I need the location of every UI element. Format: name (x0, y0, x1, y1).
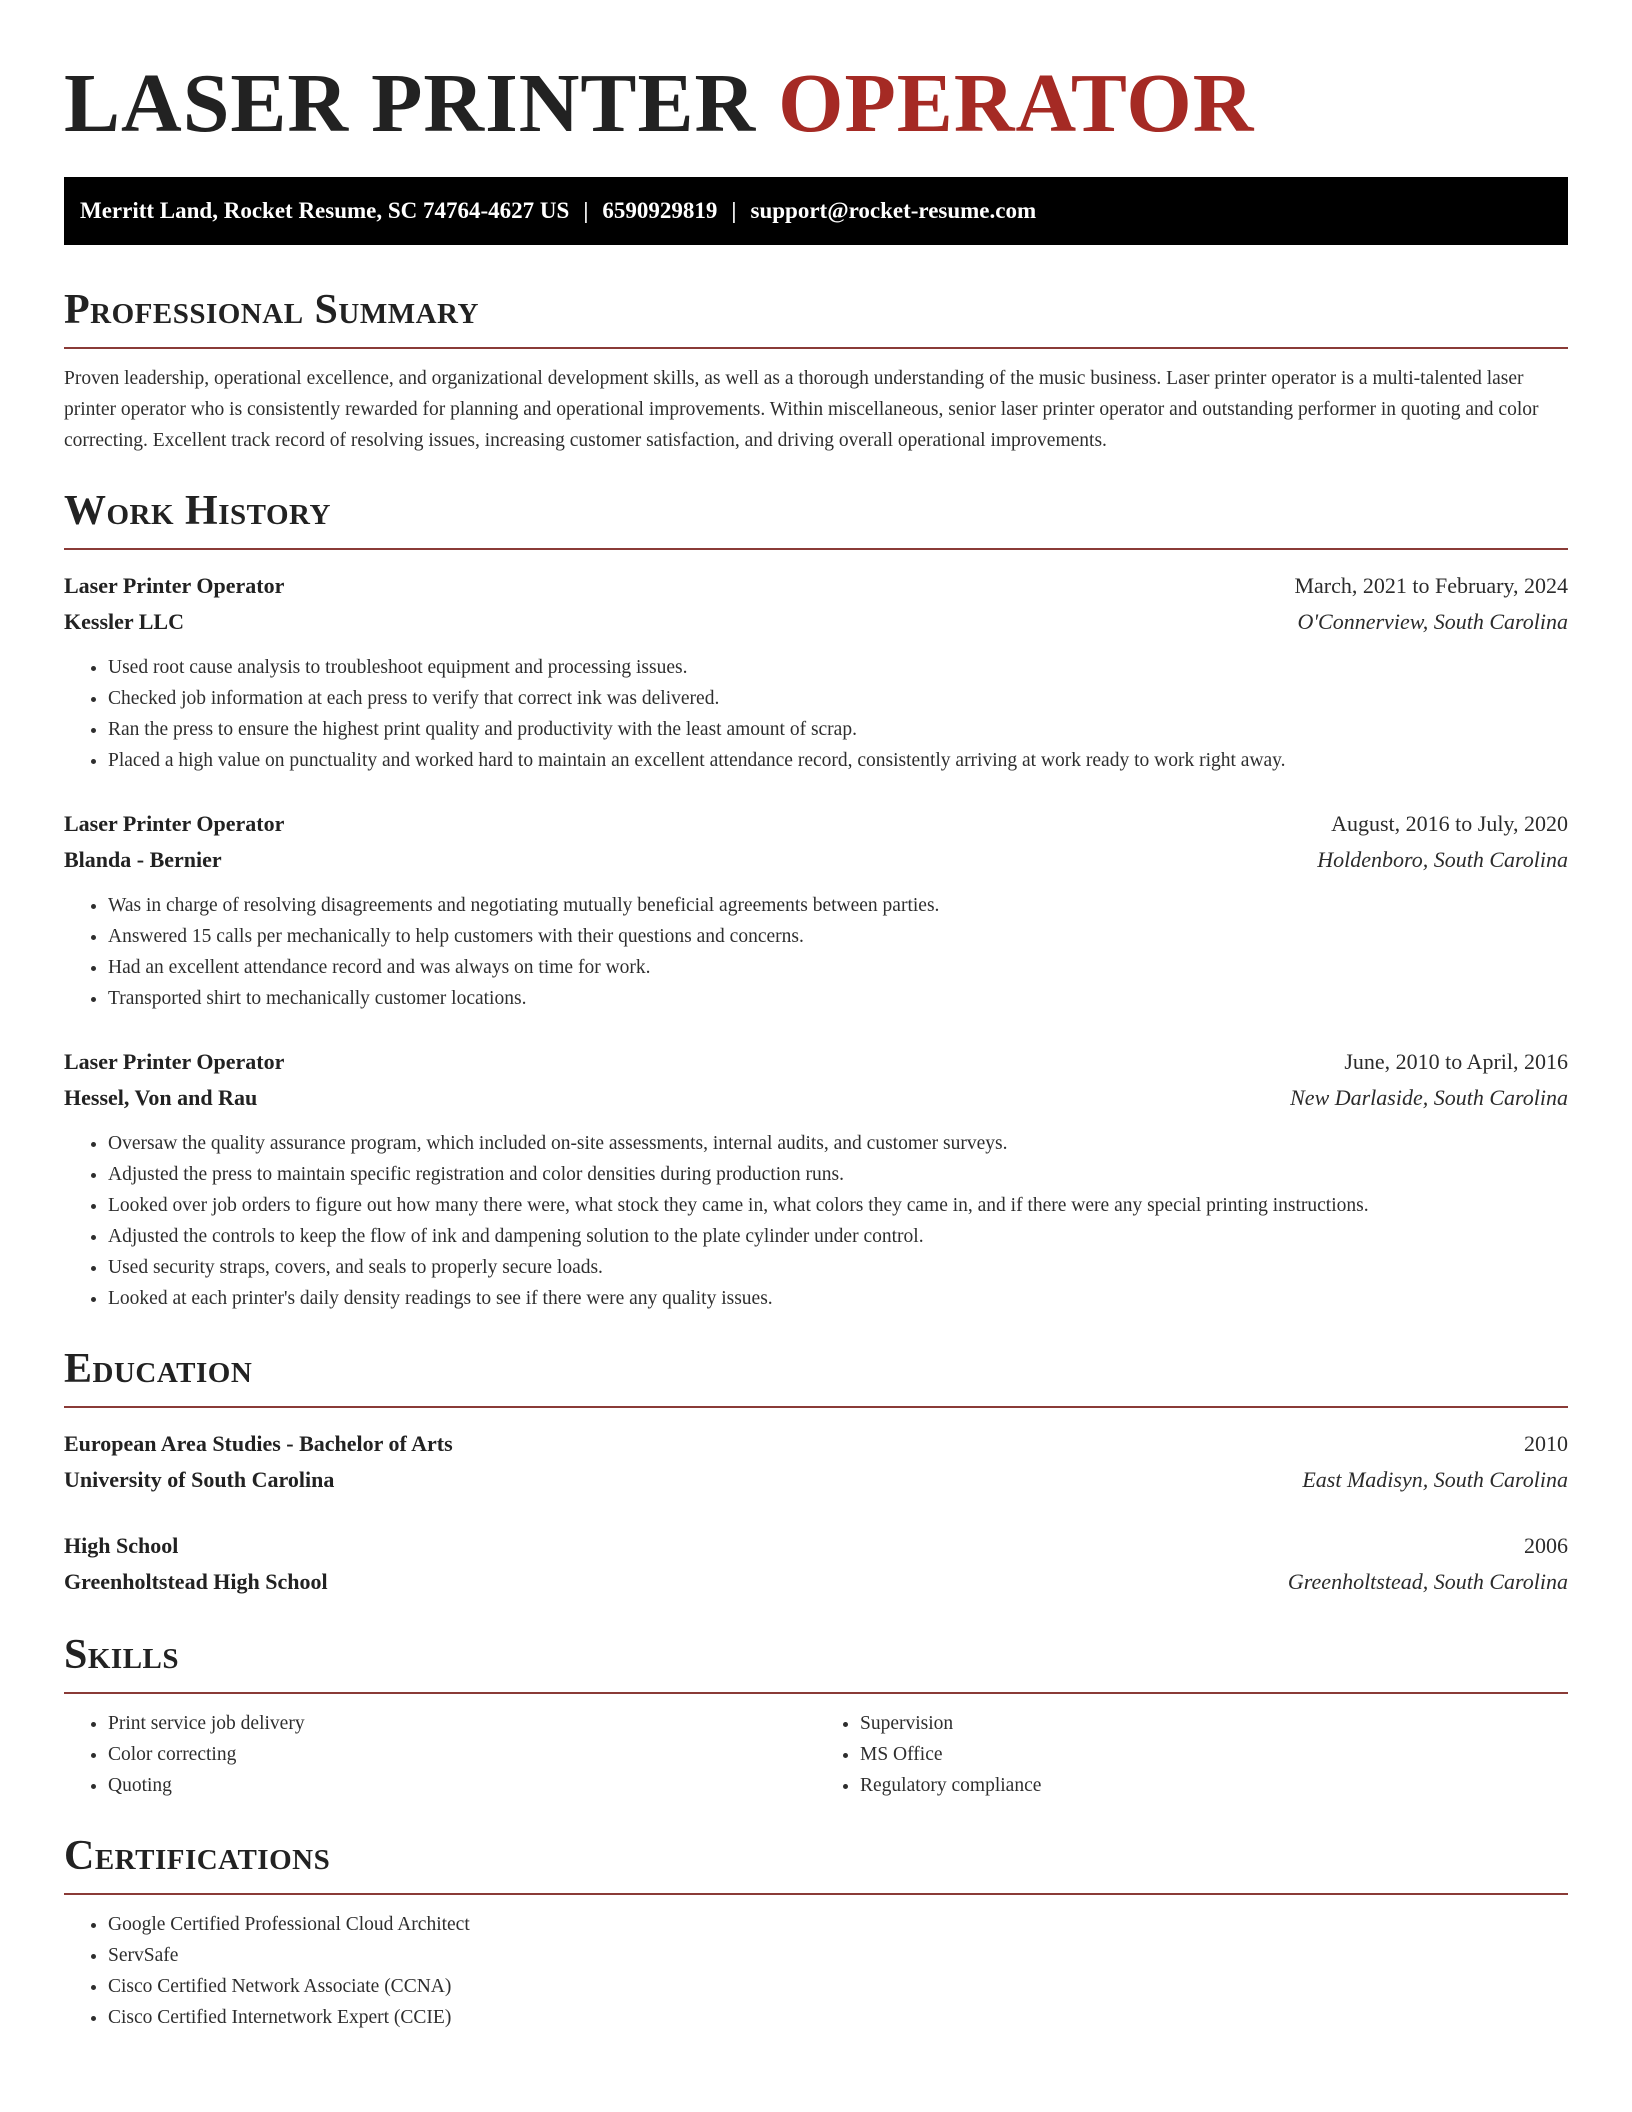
section-heading: Certifications (64, 1831, 1568, 1895)
certification-item: • Cisco Certified Internetwork Expert (CCIE) (108, 2002, 1568, 2033)
skill-item: • Quoting (108, 1770, 816, 1801)
list-item: • Looked over job orders to figure out how many there were, what stock they came in, what colors they came in, and if there were any special printing instructions. (108, 1190, 1568, 1221)
list-item: • Checked job information at each press to verify that correct ink was delivered. (108, 683, 1568, 714)
skill-item: • Color correcting (108, 1739, 816, 1770)
education-degree: High School (64, 1533, 179, 1558)
contact-separator: | (731, 198, 737, 223)
job-entry (64, 568, 1568, 776)
summary-section (64, 285, 1568, 456)
education-location: East Madisyn, South Carolina (1302, 1467, 1568, 1492)
list-item: • Used security straps, covers, and seals to properly secure loads. (108, 1252, 1568, 1283)
contact-address: Merritt Land, Rocket Resume, SC 74764-4627 US (80, 198, 570, 223)
education-school: Greenholtstead High School (64, 1569, 328, 1594)
list-item: • Placed a high value on punctuality and worked hard to maintain an excellent attendance record, consistently arriving at work ready to work right away. (108, 745, 1568, 776)
section-heading: Professional Summary (64, 285, 1568, 349)
section-heading: Skills (64, 1630, 1568, 1694)
list-item: • Ran the press to ensure the highest print quality and productivity with the least amount of scrap. (108, 714, 1568, 745)
skill-item: • Supervision (860, 1708, 1568, 1739)
job-location: New Darlaside, South Carolina (1290, 1085, 1568, 1110)
work-history-section (64, 486, 1568, 1314)
certification-item: • Google Certified Professional Cloud Architect (108, 1909, 1568, 1940)
certification-item: • ServSafe (108, 1940, 1568, 1971)
certifications-list (64, 1909, 1568, 2033)
job-bullets (64, 890, 1568, 1014)
list-item: • Oversaw the quality assurance program, which included on-site assessments, internal audits, and customer surveys. (108, 1128, 1568, 1159)
contact-phone: 6590929819 (602, 198, 718, 223)
skills-section (64, 1630, 1568, 1801)
education-year: 2010 (1524, 1431, 1568, 1456)
certification-item: • Cisco Certified Network Associate (CCNA) (108, 1971, 1568, 2002)
list-item: • Adjusted the controls to keep the flow of ink and dampening solution to the plate cylinder under control. (108, 1221, 1568, 1252)
education-section (64, 1344, 1568, 1600)
education-entry (64, 1528, 1568, 1600)
section-heading: Work History (64, 486, 1568, 550)
job-dates: August, 2016 to July, 2020 (1331, 811, 1568, 836)
job-company: Hessel, Von and Rau (64, 1085, 258, 1110)
skill-item: • MS Office (860, 1739, 1568, 1770)
skill-item: • Regulatory compliance (860, 1770, 1568, 1801)
job-company: Kessler LLC (64, 609, 184, 634)
contact-email: support@rocket-resume.com (750, 198, 1037, 223)
job-entry (64, 1044, 1568, 1314)
job-title: Laser Printer Operator (64, 811, 285, 836)
job-location: O'Connerview, South Carolina (1297, 609, 1568, 634)
skills-list-right (816, 1708, 1568, 1801)
certifications-section (64, 1831, 1568, 2033)
title-main: LASER PRINTER (64, 57, 757, 150)
education-school: University of South Carolina (64, 1467, 335, 1492)
resume-title (64, 56, 1568, 152)
job-location: Holdenboro, South Carolina (1317, 847, 1568, 872)
education-year: 2006 (1524, 1533, 1568, 1558)
contact-bar (64, 177, 1568, 245)
list-item: • Used root cause analysis to troubleshoot equipment and processing issues. (108, 652, 1568, 683)
education-degree: European Area Studies - Bachelor of Arts (64, 1431, 453, 1456)
list-item: • Answered 15 calls per mechanically to help customers with their questions and concerns. (108, 921, 1568, 952)
list-item: • Had an excellent attendance record and was always on time for work. (108, 952, 1568, 983)
skills-list-left (64, 1708, 816, 1801)
section-heading: Education (64, 1344, 1568, 1408)
job-title: Laser Printer Operator (64, 573, 285, 598)
skills-columns (64, 1708, 1568, 1801)
job-company: Blanda - Bernier (64, 847, 222, 872)
job-entry (64, 806, 1568, 1014)
list-item: • Transported shirt to mechanically customer locations. (108, 983, 1568, 1014)
job-dates: March, 2021 to February, 2024 (1294, 573, 1568, 598)
education-location: Greenholtstead, South Carolina (1287, 1569, 1568, 1594)
job-bullets (64, 652, 1568, 776)
job-title: Laser Printer Operator (64, 1049, 285, 1074)
summary-text: Proven leadership, operational excellence, and organizational development skills, as well as a thorough understanding of the music business. Laser printer operator is a multi-talented laser printer operator who is consistently rewarded for planning and operational improvements. Within miscellaneous, senior laser printer operator and outstanding performer in quoting and color correcting. Excellent track record of resolving issues, increasing customer satisfaction, and driving overall operational improvements. (64, 368, 1539, 451)
list-item: • Looked at each printer's daily density readings to see if there were any quality issues. (108, 1283, 1568, 1314)
title-accent: OPERATOR (778, 57, 1255, 150)
list-item: • Adjusted the press to maintain specific registration and color densities during production runs. (108, 1159, 1568, 1190)
skill-item: • Print service job delivery (108, 1708, 816, 1739)
education-entry (64, 1426, 1568, 1498)
job-dates: June, 2010 to April, 2016 (1344, 1049, 1568, 1074)
job-bullets (64, 1128, 1568, 1314)
list-item: • Was in charge of resolving disagreements and negotiating mutually beneficial agreements between parties. (108, 890, 1568, 921)
contact-separator: | (583, 198, 589, 223)
